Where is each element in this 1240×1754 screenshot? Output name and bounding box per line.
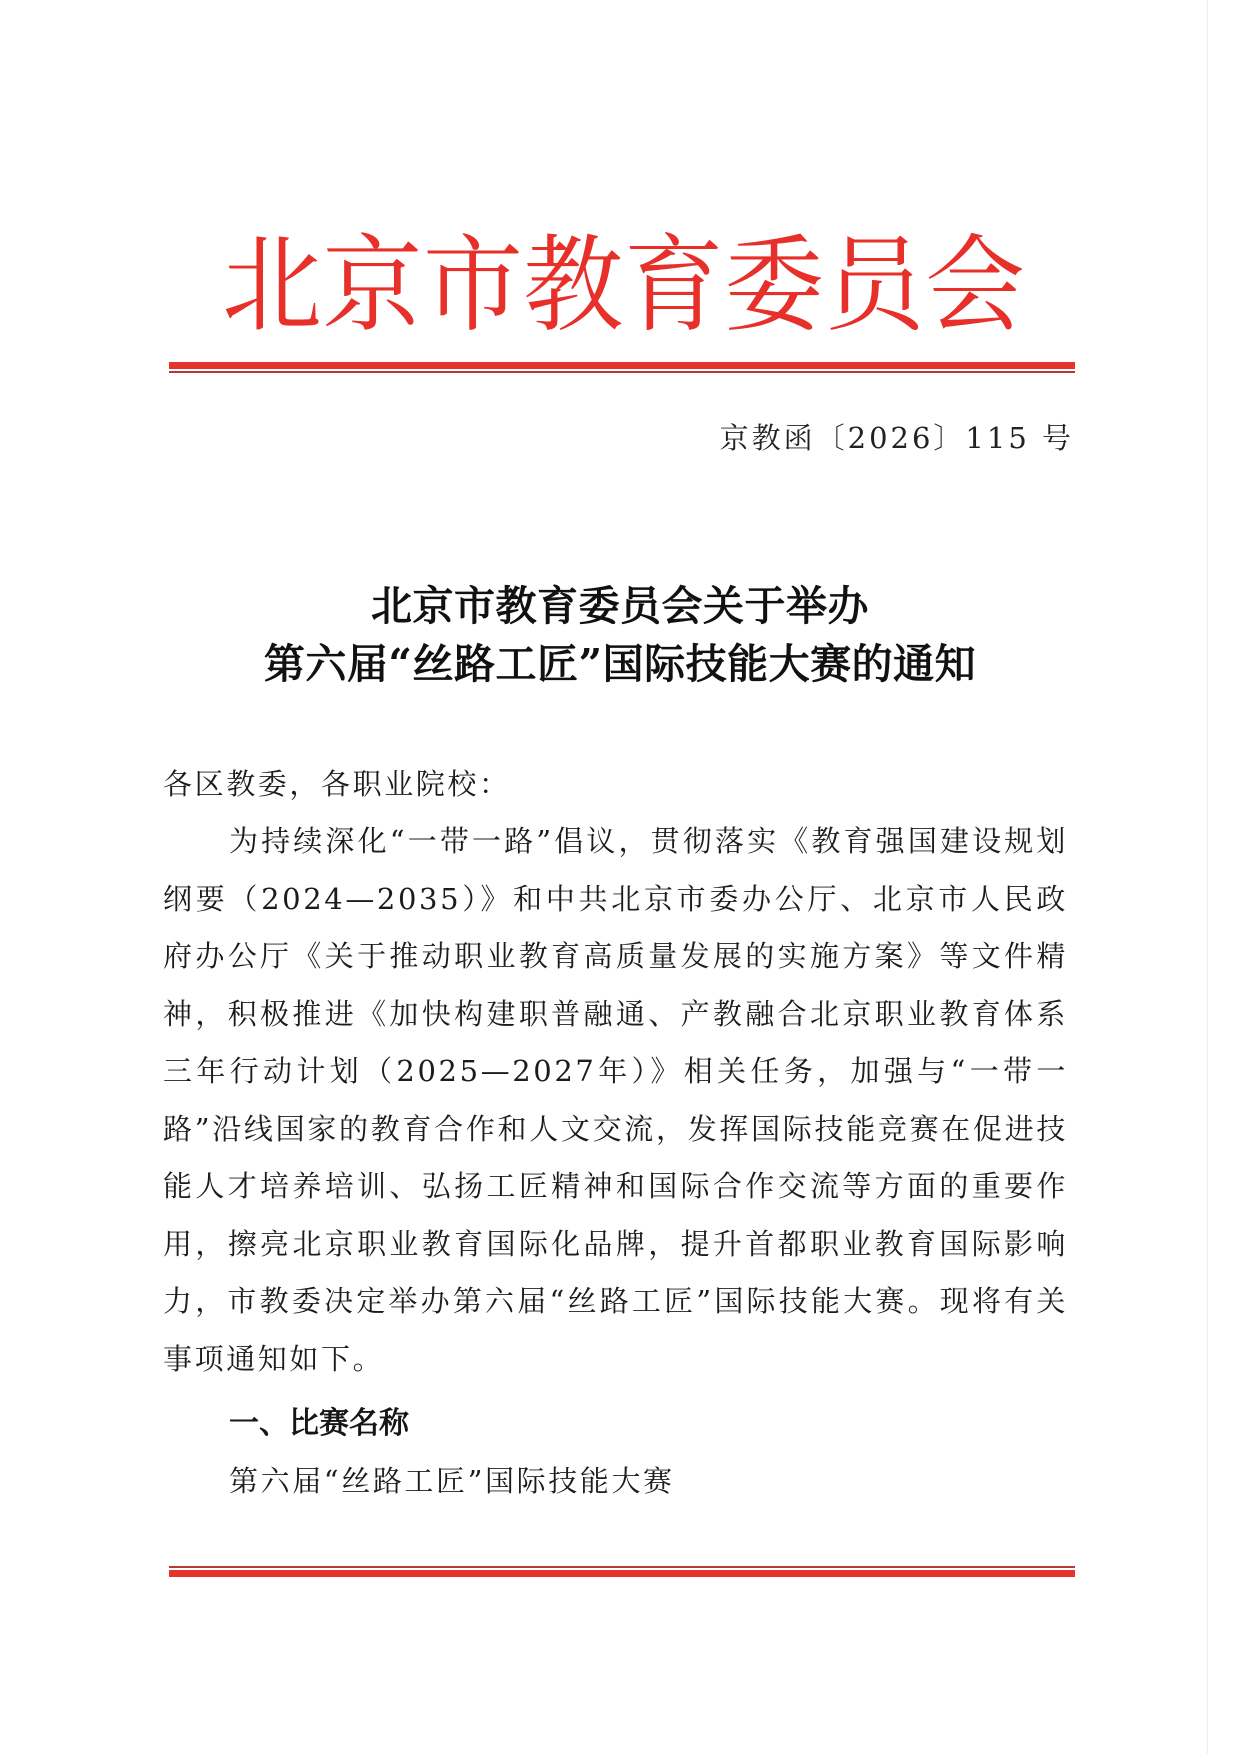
salutation-text: 各区教委，各职业院校： bbox=[163, 767, 511, 801]
masthead-char: 会 bbox=[924, 224, 1025, 347]
masthead-char: 员 bbox=[824, 224, 925, 347]
footer-rule-thin bbox=[169, 1566, 1075, 1568]
footer-rule-thick bbox=[169, 1570, 1075, 1577]
body-paragraph bbox=[163, 813, 1068, 1388]
masthead-char: 北 bbox=[222, 224, 322, 347]
masthead-org-name bbox=[160, 226, 1080, 346]
masthead-char: 育 bbox=[623, 224, 724, 347]
document-number: 京教函〔2026〕115 号 bbox=[719, 421, 1074, 455]
masthead-char: 京 bbox=[322, 224, 423, 347]
document-title-line2: 第六届“丝路工匠”国际技能大赛的通知 bbox=[263, 640, 977, 688]
masthead-char: 委 bbox=[724, 224, 825, 347]
masthead-rule-thick bbox=[169, 362, 1075, 369]
scan-artifact-line bbox=[1207, 0, 1208, 1754]
document-title-line1: 北京市教育委员会关于举办 bbox=[371, 582, 869, 630]
masthead-char: 市 bbox=[422, 224, 523, 347]
paragraph-1-text: 为持续深化“一带一路”倡议，贯彻落实《教育强国建设规划纲要（2024—2035）》和中共北京市委办公厅、北京市人民政府办公厅《关于推动职业教育高质量发展的实施方案》等文件精神，积极推进《加快构建职普融通、产教融合北京职业教育体系三年行动计划（2025—2027年）》相关任务，加强与“一带一路”沿线国家的教育合作和人文交流，发挥国际技能竞赛在促进技能人才培养培训、弘扬工匠精神和国际合作交流等方面的重要作用，擦亮北京职业教育国际化品牌，提升首都职业教育国际影响力，市教委决定举办第六届“丝路工匠”国际技能大赛。现将有关事项通知如下。 bbox=[163, 824, 1068, 1376]
salutation bbox=[163, 756, 1068, 814]
masthead-rule-thin bbox=[169, 371, 1075, 373]
masthead-char: 教 bbox=[523, 224, 624, 347]
section-1-content: 第六届“丝路工匠”国际技能大赛 bbox=[229, 1464, 675, 1498]
section-1-heading: 一、比赛名称 bbox=[229, 1406, 409, 1441]
